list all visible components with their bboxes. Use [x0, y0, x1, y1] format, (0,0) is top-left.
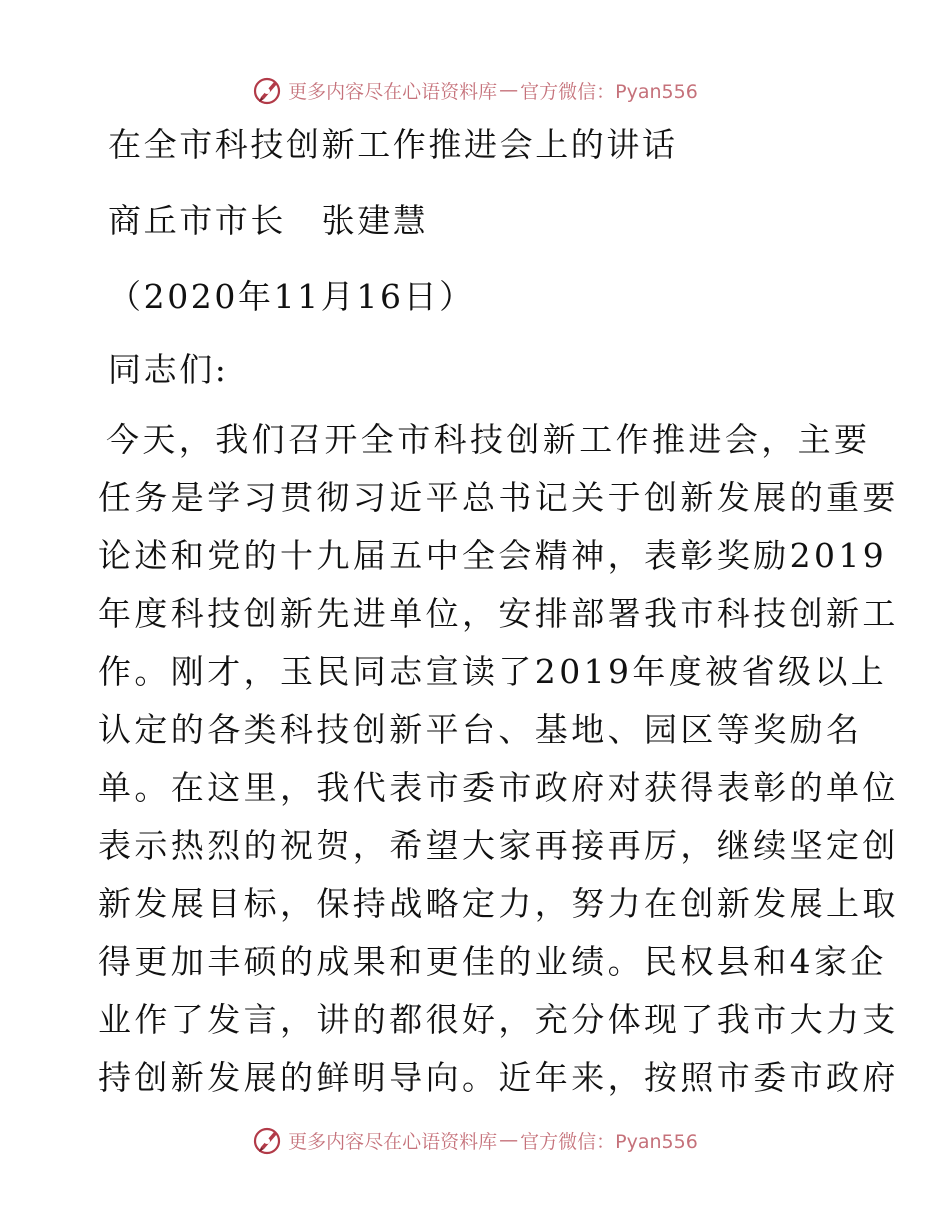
document-title: 在全市科技创新工作推进会上的讲话 — [108, 125, 678, 164]
document-body — [98, 411, 899, 1107]
body-line: 年度科技创新先进单位，安排部署我市科技创新工 — [98, 594, 899, 633]
body-line: 任务是学习贯彻习近平总书记关于创新发展的重要 — [98, 478, 899, 517]
body-line: 今天，我们召开全市科技创新工作推进会，主要 — [106, 420, 871, 459]
document-greeting: 同志们: — [108, 350, 229, 389]
body-line: 认定的各类科技创新平台、基地、园区等奖励名 — [98, 710, 863, 749]
watermark-text: 更多内容尽在心语资料库 — [288, 1130, 498, 1153]
watermark-banner-top — [0, 70, 950, 110]
document-author: 商丘市市长 张建慧 — [108, 201, 429, 240]
quill-pen-logo-icon — [252, 1124, 284, 1156]
body-line: 得更加丰硕的成果和更佳的业绩。民权县和4家企 — [98, 942, 887, 981]
watermark-separator: — — [499, 1129, 519, 1151]
body-line: 持创新发展的鲜明导向。近年来，按照市委市政府 — [98, 1058, 899, 1097]
body-line: 表示热烈的祝贺，希望大家再接再厉，继续坚定创 — [98, 826, 899, 865]
body-line: 论述和党的十九届五中全会精神，表彰奖励2019 — [98, 536, 888, 575]
watermark-wechat: 官方微信：Pyan556 — [520, 1130, 698, 1153]
document-page — [98, 120, 899, 1107]
watermark-wechat: 官方微信：Pyan556 — [520, 80, 698, 103]
watermark-separator: — — [499, 79, 519, 101]
watermark-text: 更多内容尽在心语资料库 — [288, 80, 498, 103]
body-line: 单。在这里，我代表市委市政府对获得表彰的单位 — [98, 768, 899, 807]
body-line: 作。刚才，玉民同志宣读了2019年度被省级以上 — [98, 652, 888, 691]
quill-pen-logo-icon — [252, 74, 284, 106]
body-line: 业作了发言，讲的都很好，充分体现了我市大力支 — [98, 1000, 899, 1039]
body-line: 新发展目标，保持战略定力，努力在创新发展上取 — [98, 884, 899, 923]
watermark-banner-bottom — [0, 1120, 950, 1160]
document-date: （2020年11月16日） — [108, 277, 475, 316]
